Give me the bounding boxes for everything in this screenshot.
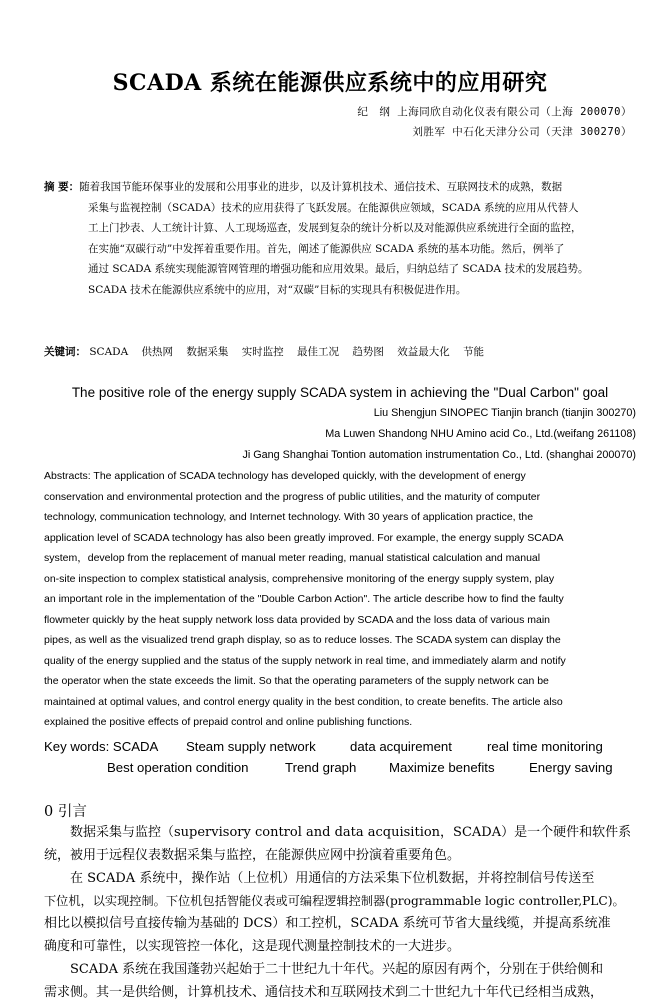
author-affiliation-cn-2: 刘胜军 中石化天津分公司（天津 300270） [412, 126, 632, 138]
english-abstract-line: flowmeter quickly by the heat supply network loss data provided by SCADA and the loss data of various main [44, 613, 551, 626]
keyword-cn: 供热网 [141, 346, 173, 358]
keywords-cn [44, 344, 494, 359]
body-line: 数据采集与监控（supervisory control and data acquisition，SCADA）是一个硬件和软件系 [70, 825, 632, 840]
body-text [44, 822, 639, 1004]
body-line: 下位机，以实现控制。下位机包括智能仪表或可编程逻辑控制器(programmable logic controller,PLC)。 [44, 894, 625, 909]
english-author-1: Liu Shengjun SINOPEC Tianjin branch (tianjin 300270) [373, 407, 636, 419]
english-keywords-label: Key words: SCADA [44, 739, 159, 754]
paper-title: SCADA 系统在能源供应系统中的应用研究 [112, 70, 548, 96]
english-abstract-line: an important role in the implementation of the "Double Carbon Action". The article describe how to find the faulty [44, 593, 564, 605]
abstract-cn-line: SCADA 技术在能源供应系统中的应用，对“双碳”目标的实现具有积极促进作用。 [88, 283, 467, 296]
english-abstract-line: pipes, as well as the visualized trend graph display, so as to reduce losses. The SCADA system can display the [44, 634, 561, 646]
english-abstract [44, 466, 638, 733]
author-affiliation-cn-1: 纪 纲 上海同欣自动化仪表有限公司（上海 200070） [357, 106, 632, 118]
abstract-cn-line: 采集与监视控制（SCADA）技术的应用获得了飞跃发展。在能源供应领域，SCADA 系统的应用从代替人 [88, 201, 579, 214]
english-keyword: real time monitoring [487, 739, 603, 754]
body-line: 统，被用于远程仪表数据采集与监控，在能源供应网中扮演着重要角色。 [44, 847, 461, 863]
body-line: 确度和可靠性，以实现管控一体化，这是现代测量控制技术的一大进步。 [44, 938, 461, 954]
abstract-cn [44, 177, 639, 301]
english-keyword: data acquirement [350, 739, 452, 754]
english-abstract-line: explained the positive effects of prepaid control and online publishing functions. [44, 716, 413, 728]
keyword-cn: 实时监控 [241, 346, 284, 358]
abstract-cn-line: 在实施“双碳行动”中发挥着重要作用。首先，阐述了能源供应 SCADA 系统的基本功能。然后，例举了 [88, 242, 565, 255]
english-title: The positive role of the energy supply SCADA system in achieving the "Dual Carbon" goal [71, 385, 609, 400]
english-abstract-line: quality of the energy supplied and the status of the supply network in real time, and immediately alarm and notify [44, 654, 566, 667]
english-keyword: Energy saving [529, 760, 613, 775]
keyword-cn: 最佳工况 [297, 346, 340, 358]
english-abstract-line: system，develop from the replacement of manual meter reading, manual statistical calculation and manual [44, 552, 541, 564]
english-keyword: Steam supply network [186, 739, 316, 754]
section-heading: 0 引言 [44, 804, 87, 820]
english-keyword: Maximize benefits [389, 760, 495, 775]
abstract-cn-label: 摘 要： [44, 181, 80, 193]
abstract-cn-line: 随着我国节能环保事业的发展和公用事业的进步，以及计算机技术、通信技术、互联网技术的成熟，数据 [79, 181, 563, 193]
body-line: 需求侧。其一是供给侧，计算机技术、通信技术和互联网技术到二十世纪九十年代已经相当成熟， [44, 984, 604, 1000]
english-abstract-line: conservation and environmental protection and the progress of public utilities, and the maturity of computer [44, 490, 541, 503]
keyword-cn: 数据采集 [186, 346, 229, 358]
body-line: SCADA 系统在我国蓬勃兴起始于二十世纪九十年代。兴起的原因有两个，分别在于供给侧和 [70, 961, 604, 977]
english-abstract-line: Abstracts: The application of SCADA technology has developed quickly, with the development of energy [44, 470, 526, 482]
keyword-cn: SCADA [89, 346, 129, 358]
english-abstract-line: application level of SCADA technology has also been greatly improved. For example, the energy supply SCADA [44, 531, 564, 544]
abstract-cn-line: 通过 SCADA 系统实现能源管网管理的增强功能和应用效果。最后，归纳总结了 SCADA 技术的发展趋势。 [88, 263, 589, 276]
english-abstract-line: the operator when the state exceeds the limit. So that the operating parameters of the supply network can be [44, 675, 549, 687]
english-keyword: Best operation condition [107, 760, 249, 775]
abstract-cn-line: 工上门抄表、人工统计计算、人工现场巡查，发展到复杂的统计分析以及对能源供应系统进行全面的监控， [88, 222, 582, 235]
english-abstract-line: on-site inspection to complex statistical analysis, comprehensive monitoring of the energy supply system, play [44, 572, 555, 585]
english-keyword: Trend graph [285, 760, 357, 775]
keywords-cn-label: 关键词： [44, 346, 86, 358]
keyword-cn: 节能 [463, 346, 485, 358]
body-line: 在 SCADA 系统中，操作站（上位机）用通信的方法采集下位机数据，并将控制信号传送至 [70, 870, 595, 886]
english-author-2: Ma Luwen Shandong NHU Amino acid Co., Ltd.(weifang 261108) [325, 428, 636, 440]
english-author-3: Ji Gang Shanghai Tontion automation instrumentation Co., Ltd. (shanghai 200070) [242, 449, 636, 461]
english-abstract-line: maintained at optimal values, and control energy quality in the best condition, to create benefits. The article also [44, 695, 563, 708]
body-line: 相比以模拟信号直接传输为基础的 DCS）和工控机，SCADA 系统可节省大量线缆，并提高系统准 [44, 916, 611, 932]
keyword-cn: 趋势图 [352, 346, 384, 358]
english-abstract-line: technology, communication technology, and Internet technology. With 30 years of application practice, the [44, 511, 534, 523]
keyword-cn: 效益最大化 [397, 346, 450, 358]
